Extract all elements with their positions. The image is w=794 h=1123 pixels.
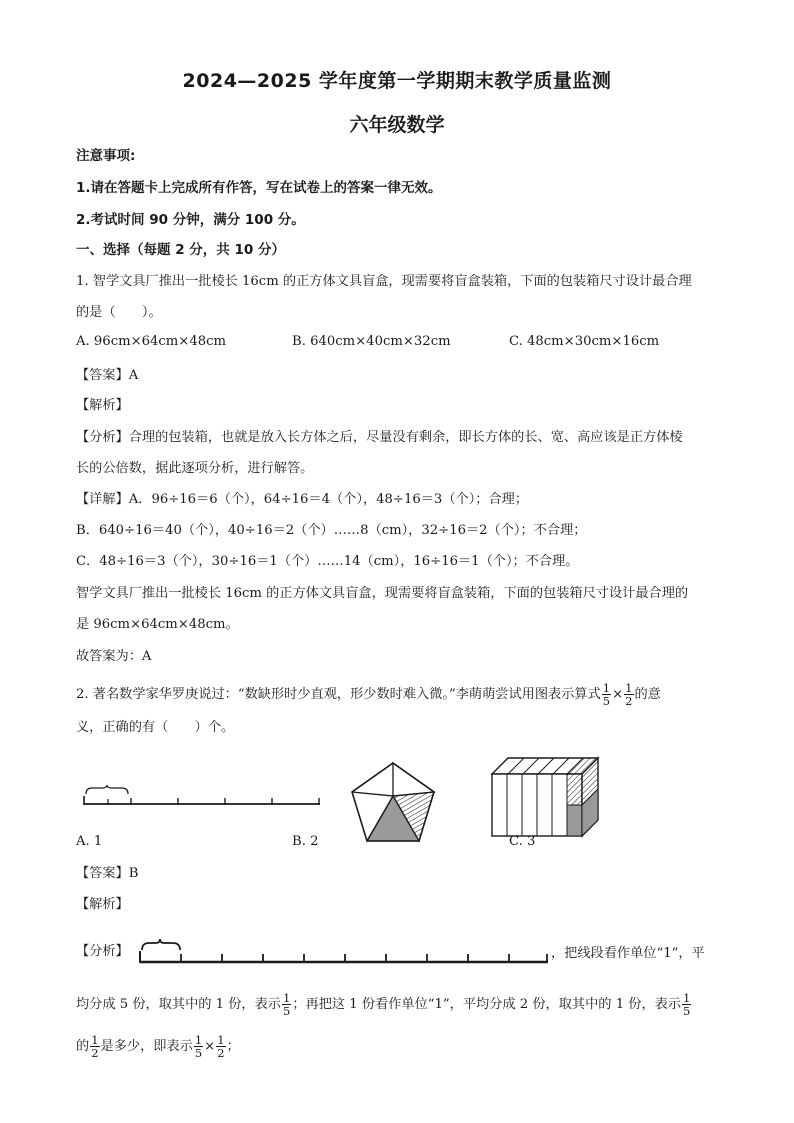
q1-summary-line-2: 是 96cm×64cm×48cm。 — [76, 617, 239, 632]
q2-stem-part-2: 的意 — [634, 687, 661, 702]
q2-times-sign: × — [612, 687, 624, 702]
q2-figure-b-pentagon — [348, 760, 438, 846]
q1-fenxi-text-1: 合理的包装箱，也就是放入长方体之后，尽量没有剩余，即长方体的长、宽、高应该是正方体棱 — [128, 430, 683, 445]
q2-option-a: A. 1 — [76, 834, 103, 849]
q2-fenxi-fraction-one-fifth-c: $\frac{1}{5}$ — [194, 1033, 203, 1060]
q2-stem-part-1: 2. 著名数学家华罗庚说过：“数缺形时少直观，形少数时难入微。”李萌萌尝试用图表示算式 — [76, 687, 601, 702]
q2-fenxi-fraction-one-fifth-a: $\frac{1}{5}$ — [283, 991, 291, 1018]
q1-detail-c: C．48÷16＝3（个），30÷16＝1（个）……14（cm），16÷16＝1（个）；不合理。 — [76, 554, 579, 569]
q2-option-b: B. 2 — [292, 834, 319, 849]
q1-option-c: C. 48cm×30cm×16cm — [509, 334, 660, 349]
q2-fenxi-times-sign: × — [204, 1039, 216, 1054]
q2-figure-a-segment — [82, 784, 322, 814]
q1-fenxi-line-1 — [76, 428, 721, 448]
q1-answer-line — [76, 366, 721, 386]
q1-fenxi-line-2: 长的公倍数，据此逐项分析，进行解答。 — [76, 461, 314, 476]
q2-answer: B — [128, 866, 139, 881]
q2-fenxi-text-3a: 的 — [76, 1039, 90, 1054]
q1-fenxi-tag: 【分析】 — [76, 430, 129, 445]
q2-figure-c-cuboid — [490, 756, 602, 840]
notice-item-1: 1.请在答题卡上完成所有作答，写在试卷上的答案一律无效。 — [76, 180, 442, 196]
q2-fraction-one-half: $\frac{1}{2}$ — [625, 681, 633, 708]
q2-option-c: C. 3 — [509, 834, 536, 849]
q2-fenxi-fraction-one-half-b: $\frac{1}{2}$ — [217, 1033, 225, 1060]
q2-fenxi-text-1: ，把线段看作单位“1”，平 — [551, 946, 705, 961]
q2-fenxi-fraction-one-half-a: $\frac{1}{2}$ — [91, 1033, 99, 1060]
q2-fraction-one-fifth: $\frac{1}{5}$ — [602, 681, 611, 708]
q1-stem-line-1: 1. 智学文具厂推出一批棱长 16cm 的正方体文具盲盒，现需要将盲盒装箱，下面的包装箱尺寸设计最合理 — [76, 274, 692, 289]
q2-fenxi-tag: 【分析】 — [76, 944, 129, 959]
q1-detail-b: B．640÷16＝40（个），40÷16＝2（个）……8（cm），32÷16＝2（个）；不合理； — [76, 523, 587, 538]
q2-answer-line — [76, 864, 721, 884]
q2-fenxi-line-2 — [76, 988, 721, 1022]
q1-option-a: A. 96cm×64cm×48cm — [76, 334, 227, 349]
q2-fenxi-text-3c: ； — [226, 1039, 240, 1054]
q2-fenxi-text-2a: 均分成 5 份，取其中的 1 份，表示 — [76, 997, 281, 1012]
q2-fenxi-line-3 — [76, 1030, 721, 1064]
q2-fenxi-text-2b: ；再把这 1 份看作单位“1”，平均分成 2 份，取其中的 1 份，表示 — [292, 997, 682, 1012]
q1-answer: A — [128, 368, 139, 383]
q1-option-b: B. 640cm×40cm×32cm — [292, 334, 451, 349]
q1-summary-line-1: 智学文具厂推出一批棱长 16cm 的正方体文具盲盒，现需要将盲盒装箱，下面的包装箱尺寸设计最合理的 — [76, 586, 689, 601]
notice-heading: 注意事项: — [76, 148, 136, 164]
q1-detail-a-text: A．96÷16＝6（个），64÷16＝4（个），48÷16＝3（个）；合理； — [128, 492, 529, 507]
notice-item-2: 2.考试时间 90 分钟，满分 100 分。 — [76, 212, 305, 228]
q2-fenxi-fraction-one-fifth-b: $\frac{1}{5}$ — [683, 991, 691, 1018]
q2-stem-line-1 — [76, 678, 721, 712]
q2-analysis-tag: 【解析】 — [76, 897, 129, 912]
q1-analysis-tag: 【解析】 — [76, 398, 129, 413]
q2-fenxi-text-3b: 是多少，即表示 — [100, 1039, 193, 1054]
q1-detail-a — [76, 490, 721, 510]
q1-final-answer: 故答案为：A — [76, 649, 152, 664]
q1-stem-line-2: 的是（ ）。 — [76, 305, 162, 320]
q2-fenxi-segment-figure — [138, 938, 550, 968]
q2-answer-tag: 【答案】 — [76, 866, 129, 881]
q1-detail-tag: 【详解】 — [76, 492, 129, 507]
exam-title: 2024—2025 学年度第一学期期末教学质量监测 — [182, 70, 612, 92]
exam-subtitle: 六年级数学 — [349, 114, 445, 136]
q2-stem-line-2: 义，正确的有（ ）个。 — [76, 720, 235, 735]
section-1-heading: 一、选择（每题 2 分，共 10 分） — [76, 242, 285, 258]
q1-answer-tag: 【答案】 — [76, 368, 129, 383]
